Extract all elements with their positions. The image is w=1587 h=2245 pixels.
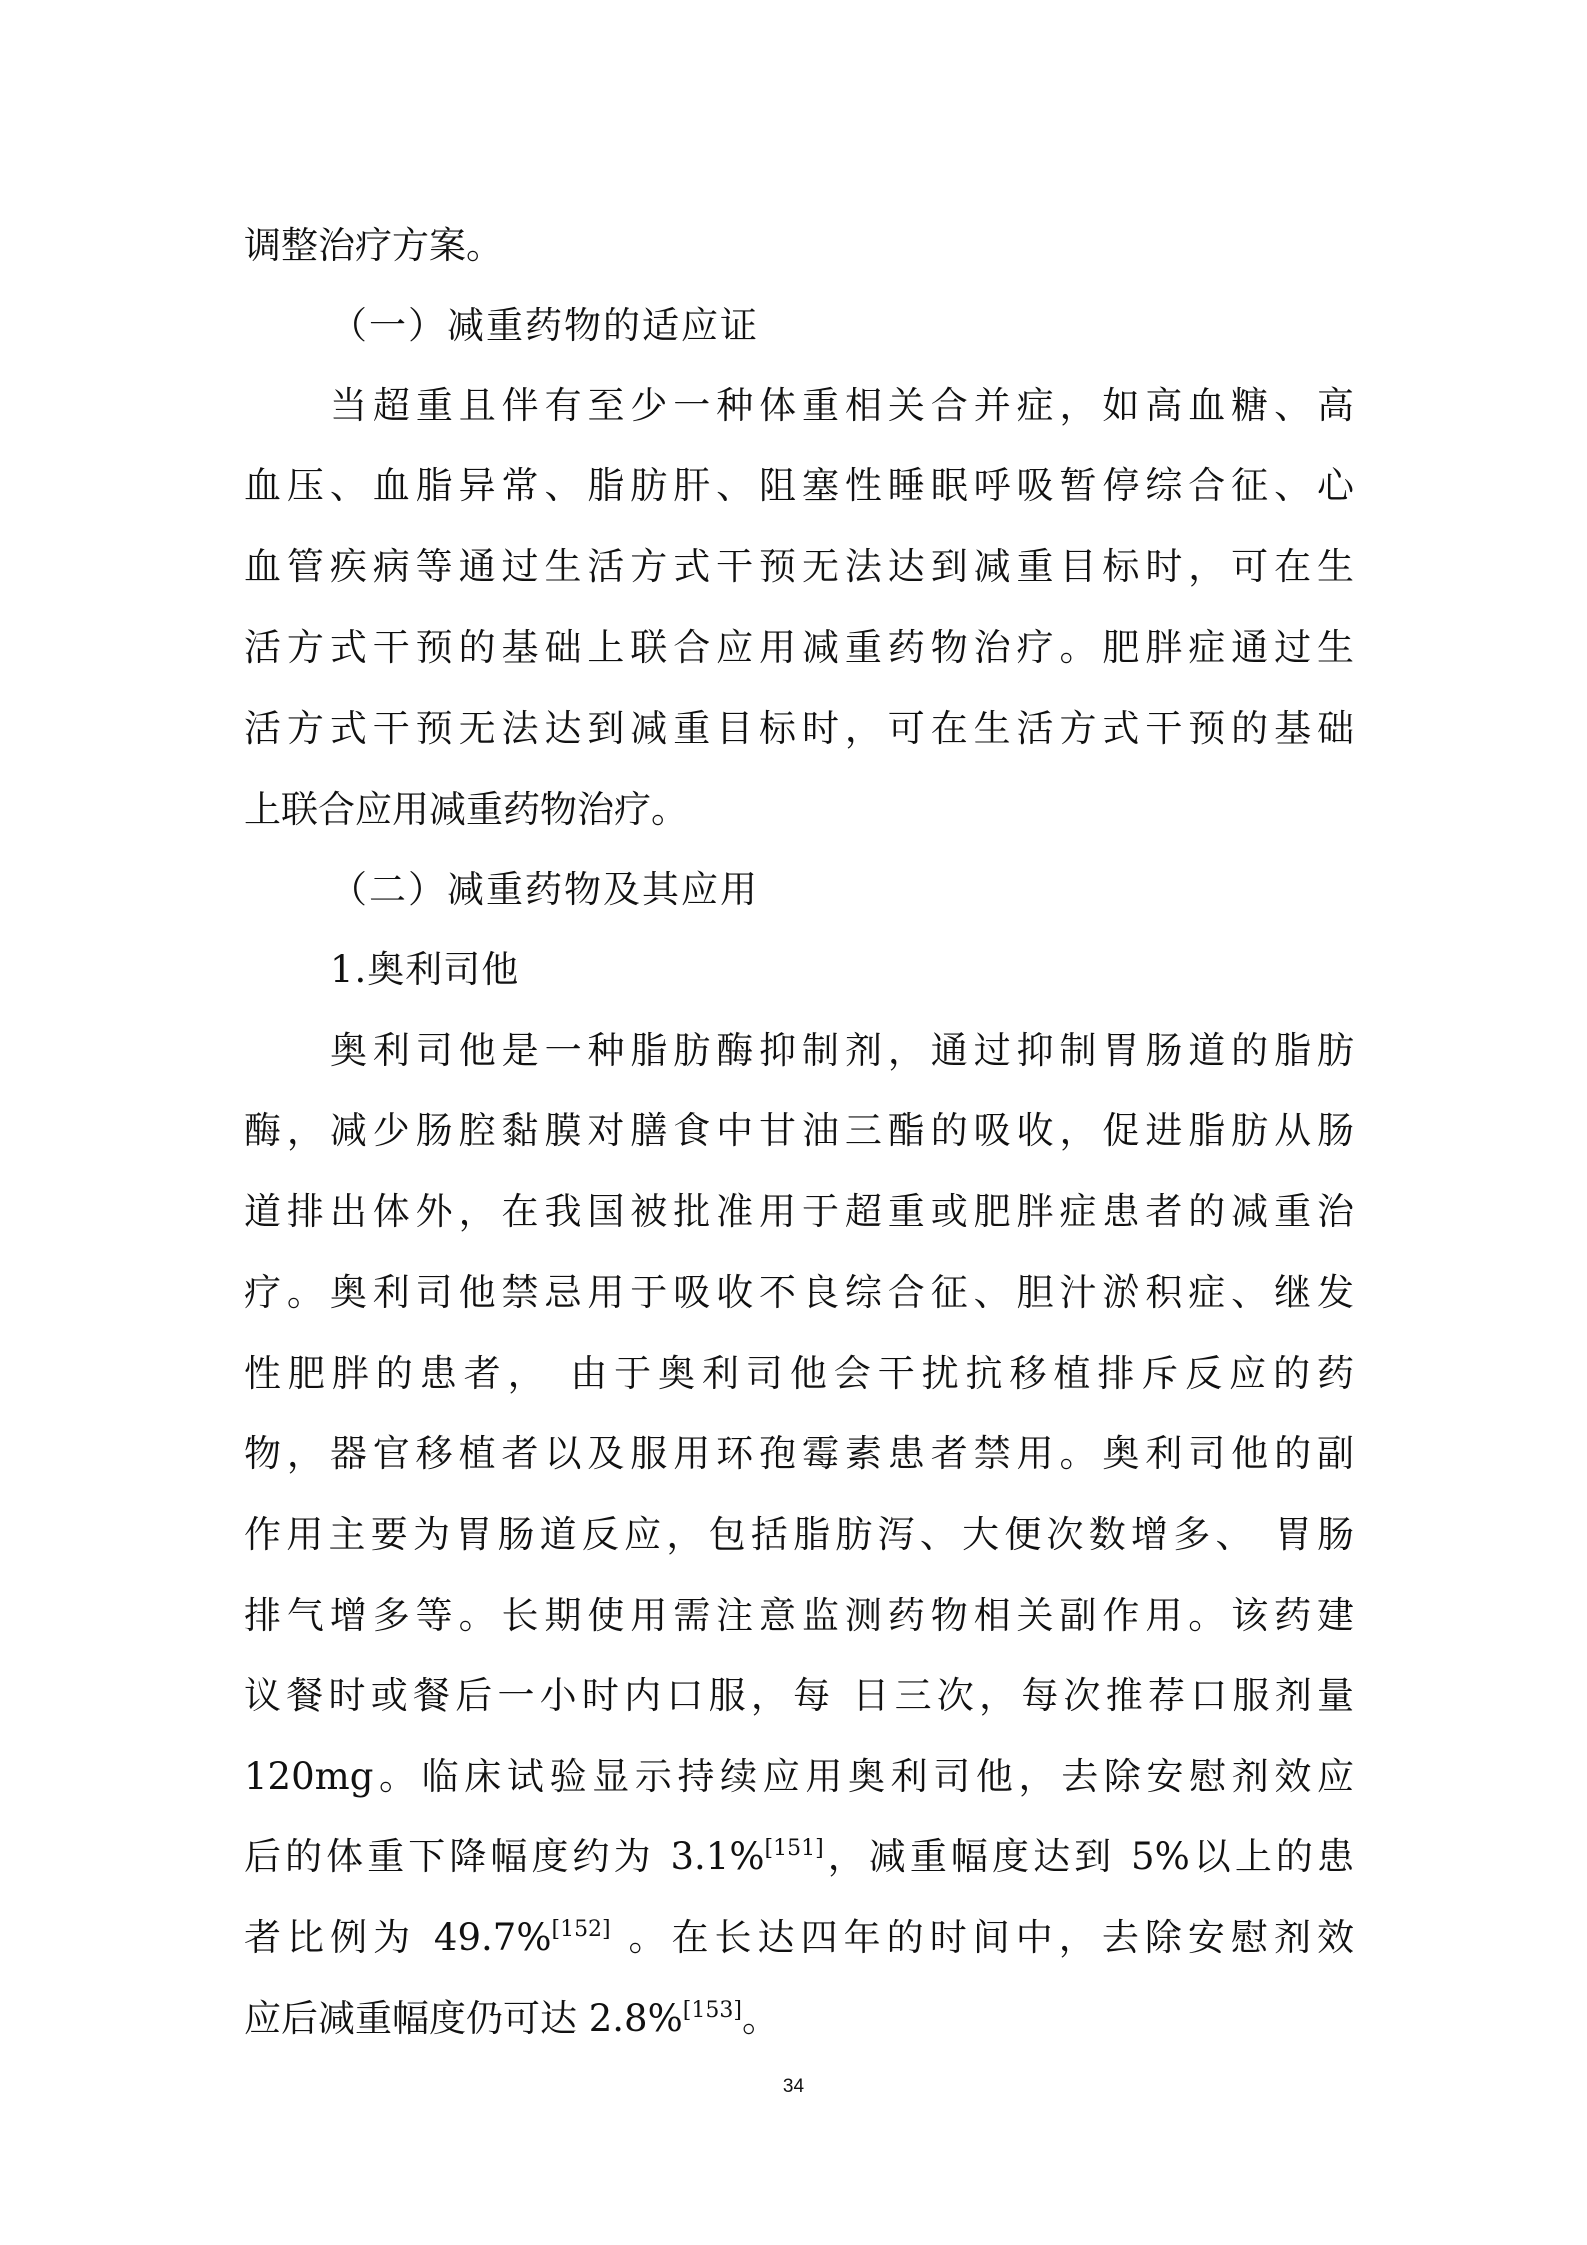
paragraph-line: 血压、血脂异常、脂肪肝、阻塞性睡眠呼吸暂停综合征、心 (244, 464, 1354, 507)
line-text: ，减重幅度达到 5%以上的患 (823, 1835, 1354, 1878)
page-number: 34 (782, 2076, 805, 2097)
paragraph-line: 120mg。临床试验显示持续应用奥利司他，去除安慰剂效应 (244, 1755, 1354, 1798)
line-text: 应后减重幅度仍可达 2.8% (244, 1997, 683, 2040)
citation-ref-153: [153] (682, 1998, 742, 2023)
line-text: 后的体重下降幅度约为 3.1% (244, 1835, 765, 1878)
citation-ref-151: [151] (764, 1836, 824, 1861)
paragraph-line: 上联合应用减重药物治疗。 (244, 788, 688, 831)
paragraph-line: 疗。奥利司他禁忌用于吸收不良综合征、胆汁淤积症、继发 (244, 1271, 1354, 1314)
paragraph-line: 排气增多等。长期使用需注意监测药物相关副作用。该药建 (244, 1594, 1354, 1637)
paragraph-line: 奥利司他是一种脂肪酶抑制剂，通过抑制胃肠道的脂肪 (330, 1029, 1354, 1072)
line-text: 。 (741, 1997, 779, 2040)
paragraph-line: 作用主要为胃肠道反应，包括脂肪泻、大便次数增多、 胃肠 (244, 1513, 1354, 1556)
line-text: 。在长达四年的时间中，去除安慰剂效 (610, 1916, 1354, 1959)
section-heading-drugs: （二）减重药物及其应用 (330, 868, 759, 911)
paragraph-line-with-citation (244, 1831, 1354, 1883)
paragraph-line: 酶，减少肠腔黏膜对膳食中甘油三酯的吸收，促进脂肪从肠 (244, 1109, 1354, 1152)
paragraph-continuation: 调整治疗方案。 (244, 224, 503, 267)
paragraph-line: 物，器官移植者以及服用环孢霉素患者禁用。奥利司他的副 (244, 1432, 1354, 1475)
paragraph-line: 议餐时或餐后一小时内口服，每 日三次，每次推荐口服剂量 (244, 1674, 1354, 1717)
line-text: 者比例为 49.7% (244, 1916, 552, 1959)
paragraph-line: 道排出体外，在我国被批准用于超重或肥胖症患者的减重治 (244, 1190, 1354, 1233)
paragraph-line: 活方式干预的基础上联合应用减重药物治疗。肥胖症通过生 (244, 626, 1354, 669)
paragraph-line: 活方式干预无法达到减重目标时，可在生活方式干预的基础 (244, 707, 1354, 750)
section-heading-indications: （一）减重药物的适应证 (330, 304, 759, 347)
paragraph-line: 当超重且伴有至少一种体重相关合并症，如高血糖、高 (330, 384, 1354, 427)
paragraph-line-with-citation (244, 1993, 779, 2045)
citation-ref-152: [152] (551, 1917, 611, 1942)
paragraph-line: 性肥胖的患者， 由于奥利司他会干扰抗移植排斥反应的药 (244, 1352, 1354, 1395)
subsection-heading-orlistat: 1.奥利司他 (330, 948, 520, 991)
paragraph-line-with-citation (244, 1912, 1354, 1964)
paragraph-line: 血管疾病等通过生活方式干预无法达到减重目标时，可在生 (244, 545, 1354, 588)
